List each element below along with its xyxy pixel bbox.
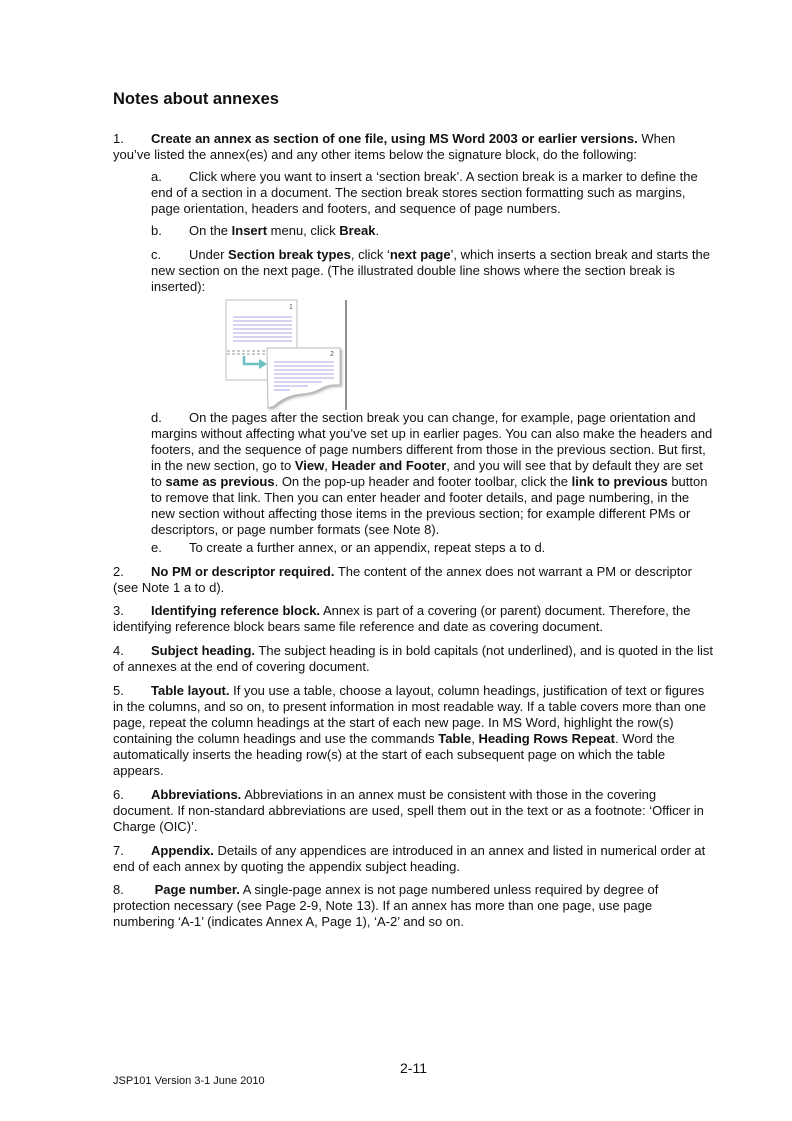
step-b — [151, 223, 713, 239]
bold-term: Header and Footer — [331, 458, 447, 473]
note-8 — [113, 882, 713, 930]
step-label: c. — [151, 247, 162, 262]
note-heading: Create an annex as section of one file, using MS Word 2003 or earlier versions. — [151, 131, 638, 146]
step-label: a. — [151, 169, 162, 184]
step-text: On the pages after the section break you can change, for example, page orientation and margins without affecting what you’ve set up in earlier pages. You can also make the headers and footers, and the sequence of page numbers different from those in the previous section. But first, in the new section, go to — [151, 410, 713, 473]
menu-name-insert: Insert — [231, 223, 268, 238]
note-text: The content of the annex does not warrant a PM or descriptor (see Note 1 a to d). — [113, 564, 692, 595]
step-text: menu, click — [267, 223, 340, 238]
step-d — [151, 410, 713, 538]
note-number: 2. — [113, 564, 124, 579]
step-text: Under — [189, 247, 229, 262]
step-e — [151, 540, 713, 556]
bold-term: same as previous — [165, 474, 275, 489]
step-text: To create a further annex, or an appendix, repeat steps a to d. — [189, 540, 546, 555]
page-number: 2-11 — [400, 1060, 427, 1076]
note-heading: Appendix. — [151, 843, 214, 858]
bold-term: link to previous — [571, 474, 668, 489]
note-5 — [113, 683, 713, 779]
note-heading: Page number. — [151, 882, 240, 897]
note-text: When you’ve listed the annex(es) and any other items below the signature block, do the following: — [113, 131, 676, 162]
command-break: Break — [339, 223, 376, 238]
note-number: 4. — [113, 643, 124, 658]
bold-term: Heading Rows Repeat — [478, 731, 615, 746]
step-text: ’, which inserts a section break and starts the new section on the next page. (The illustrated double line shows where the section break is inserted): — [151, 247, 710, 294]
bold-term: Section break types — [228, 247, 351, 262]
svg-text:2: 2 — [330, 351, 334, 358]
step-text: button to remove that link. Then you can enter header and footer details, and page numbering, in the new section without affecting those items in the previous section; for example different PMs or descriptors, or page number formats (see Note 8). — [151, 474, 708, 537]
step-label: b. — [151, 223, 162, 238]
note-number: 6. — [113, 787, 124, 802]
step-text: On the — [189, 223, 232, 238]
section-break-illustration — [222, 298, 352, 412]
page-title: Notes about annexes — [113, 90, 279, 108]
step-a — [151, 169, 713, 217]
note-heading: Table layout. — [151, 683, 230, 698]
note-number: 3. — [113, 603, 124, 618]
bold-term: View — [294, 458, 325, 473]
note-7 — [113, 843, 713, 875]
step-label: e. — [151, 540, 162, 555]
note-text: , — [471, 731, 479, 746]
note-text: The subject heading is in bold capitals (not underlined), and is quoted in the list of annexes at the end of covering document. — [113, 643, 713, 674]
document-version: JSP101 Version 3-1 June 2010 — [113, 1075, 265, 1087]
note-text: Details of any appendices are introduced in an annex and listed in numerical order at end of each annex by quoting the appendix subject heading. — [113, 843, 706, 874]
note-1 — [113, 131, 713, 163]
step-text: Click where you want to insert a ‘section break’. A section break is a marker to define the end of a section in a document. The section break stores section formatting such as margins, page orientation, headers and footers, and sequence of page numbers. — [151, 169, 698, 216]
note-2 — [113, 564, 713, 596]
note-text: Abbreviations in an annex must be consistent with those in the covering document. If non-standard abbreviations are used, spell them out in the text or as a footnote: ‘Officer in Charge (OIC)’. — [113, 787, 704, 834]
note-heading: Abbreviations. — [151, 787, 242, 802]
note-3 — [113, 603, 713, 635]
svg-text:1: 1 — [289, 304, 293, 311]
note-heading: Identifying reference block. — [151, 603, 321, 618]
step-label: d. — [151, 410, 162, 425]
note-number: 8. — [113, 882, 124, 897]
note-text: If you use a table, choose a layout, column headings, justification of text or figures in the columns, and so on, to present information in most readable way. If a table covers more than one page, repeat the column headings at the start of each new page. In MS Word, highlight the row(s) containing the column headings and use the commands — [113, 683, 707, 746]
step-text: , click ‘ — [350, 247, 390, 262]
bold-term: next page — [389, 247, 451, 262]
note-6 — [113, 787, 713, 835]
step-text: , — [324, 458, 332, 473]
note-text: . Word the automatically inserts the heading row(s) at the start of each subsequent page on which the table appears. — [113, 731, 675, 778]
step-text: , and you will see that by default they are set to — [151, 458, 703, 489]
note-text: Annex is part of a covering (or parent) document. Therefore, the identifying reference block bears same file reference and date as covering document. — [113, 603, 691, 634]
step-c — [151, 247, 713, 295]
bold-term: Table — [438, 731, 472, 746]
step-text: . On the pop-up header and footer toolbar, click the — [274, 474, 572, 489]
note-text: A single-page annex is not page numbered unless required by degree of protection necessary (see Page 2-9, Note 13). If an annex has more than one page, use page numbering ‘A-1’ (indicates Annex A, Page 1), ‘A-2’ and so on. — [113, 882, 659, 929]
step-text: . — [375, 223, 380, 238]
note-heading: Subject heading. — [151, 643, 256, 658]
note-number: 1. — [113, 131, 124, 146]
note-number: 7. — [113, 843, 124, 858]
note-4 — [113, 643, 713, 675]
note-heading: No PM or descriptor required. — [151, 564, 335, 579]
note-number: 5. — [113, 683, 124, 698]
